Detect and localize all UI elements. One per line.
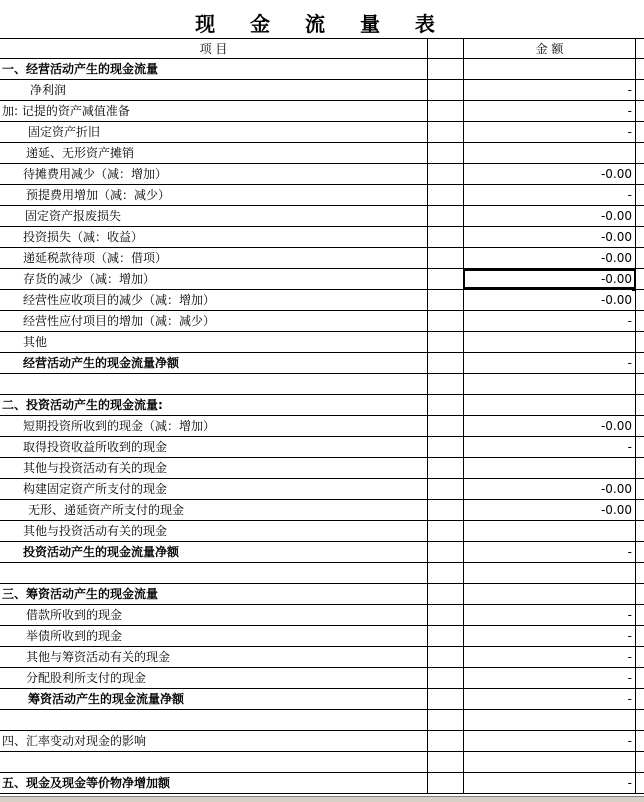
column-header-row (0, 38, 644, 59)
row-label-cell[interactable] (0, 710, 427, 730)
row-label-cell[interactable]: 三、筹资活动产生的现金流量 (2, 587, 159, 601)
row-amount-cell[interactable]: - (463, 185, 636, 205)
row-label-cell[interactable]: 取得投资收益所收到的现金 (23, 440, 168, 454)
row-spacer-cell[interactable] (427, 752, 463, 772)
row-amount-cell[interactable]: -0.00 (463, 227, 636, 247)
table-row (0, 542, 644, 563)
row-amount-cell[interactable]: - (463, 605, 636, 625)
row-spacer-cell[interactable] (427, 122, 463, 142)
table-row (0, 437, 644, 458)
table-row (0, 668, 644, 689)
table-row (0, 164, 644, 185)
row-label-cell[interactable]: 四、汇率变动对现金的影响 (2, 734, 147, 748)
row-spacer-cell[interactable] (427, 479, 463, 499)
row-amount-cell[interactable]: -0.00 (463, 500, 636, 520)
table-row (0, 689, 644, 710)
row-amount-cell[interactable]: -0.00 (463, 248, 636, 268)
table-row (0, 311, 644, 332)
row-spacer-cell[interactable] (427, 353, 463, 373)
row-amount-cell[interactable]: -0.00 (463, 290, 636, 310)
row-label-cell[interactable]: 投资损失（减：收益） (23, 230, 144, 244)
row-spacer-cell[interactable] (427, 248, 463, 268)
row-spacer-cell[interactable] (427, 731, 463, 751)
table-row (0, 185, 644, 206)
row-label-cell[interactable]: 经营性应收项目的减少（减：增加） (23, 293, 216, 307)
row-label-cell[interactable] (0, 374, 427, 394)
row-amount-cell[interactable] (463, 143, 636, 163)
sheet-tab-bar[interactable] (0, 796, 644, 802)
row-label-cell[interactable]: 加: 记提的资产减值准备 (2, 104, 130, 118)
row-spacer-cell[interactable] (427, 164, 463, 184)
row-label-cell[interactable]: 无形、递延资产所支付的现金 (28, 503, 185, 517)
row-label-cell[interactable]: 经营活动产生的现金流量净额 (23, 356, 180, 370)
selected-amount-cell[interactable]: -0.00 (463, 269, 636, 289)
row-amount-cell[interactable]: - (463, 773, 636, 793)
row-amount-cell[interactable]: - (463, 311, 636, 331)
row-spacer-cell[interactable] (427, 269, 463, 289)
table-row (0, 374, 644, 395)
row-label-cell[interactable]: 其他与筹资活动有关的现金 (26, 650, 171, 664)
row-amount-cell[interactable] (463, 395, 636, 415)
column-header-item[interactable]: 项 目 (199, 42, 228, 56)
row-amount-cell[interactable]: - (463, 731, 636, 751)
row-spacer-cell[interactable] (427, 647, 463, 667)
row-amount-cell[interactable]: - (463, 122, 636, 142)
table-row (0, 353, 644, 374)
row-amount-cell[interactable] (463, 584, 636, 604)
row-spacer-cell[interactable] (427, 605, 463, 625)
row-amount-cell[interactable] (463, 59, 636, 79)
row-amount-cell[interactable]: - (463, 626, 636, 646)
table-row (0, 332, 644, 353)
row-label-cell[interactable]: 五、现金及现金等价物净增加额 (2, 776, 171, 790)
row-spacer-cell[interactable] (427, 521, 463, 541)
table-row (0, 395, 644, 416)
row-label-cell[interactable]: 其他与投资活动有关的现金 (23, 524, 168, 538)
row-label-cell[interactable]: 举债所收到的现金 (26, 629, 123, 643)
row-amount-cell[interactable] (463, 332, 636, 352)
row-spacer-cell[interactable] (427, 395, 463, 415)
row-label-cell[interactable]: 其他与投资活动有关的现金 (23, 461, 168, 475)
row-amount-cell[interactable]: - (463, 80, 636, 100)
row-label-cell[interactable]: 递延、无形资产摊销 (26, 146, 135, 160)
row-amount-cell[interactable]: - (463, 353, 636, 373)
row-amount-cell[interactable]: -0.00 (463, 479, 636, 499)
row-label-cell[interactable]: 一、经营活动产生的现金流量 (2, 62, 159, 76)
row-amount-cell[interactable]: - (463, 542, 636, 562)
table-row (0, 626, 644, 647)
row-spacer-cell[interactable] (427, 374, 463, 394)
table-row (0, 458, 644, 479)
row-amount-cell[interactable]: -0.00 (463, 416, 636, 436)
table-row (0, 248, 644, 269)
table-row (0, 731, 644, 752)
row-spacer-cell[interactable] (427, 437, 463, 457)
row-label-cell[interactable]: 投资活动产生的现金流量净额 (23, 545, 180, 559)
row-spacer-cell[interactable] (427, 584, 463, 604)
row-label-cell[interactable]: 其他 (23, 335, 48, 349)
table-row (0, 647, 644, 668)
table-row (0, 80, 644, 101)
table-row (0, 500, 644, 521)
table-row (0, 584, 644, 605)
row-spacer-cell[interactable] (427, 668, 463, 688)
row-label-cell[interactable]: 预提费用增加（减：减少） (26, 188, 171, 202)
row-amount-cell[interactable] (463, 521, 636, 541)
row-label-cell[interactable]: 固定资产报废损失 (25, 209, 122, 223)
row-spacer-cell[interactable] (427, 626, 463, 646)
sheet-title: 现 金 流 量 表 (195, 12, 449, 36)
table-row (0, 773, 644, 794)
row-spacer-cell[interactable] (427, 563, 463, 583)
table-row (0, 563, 644, 584)
row-spacer-cell[interactable] (427, 59, 463, 79)
row-amount-cell[interactable] (463, 710, 636, 730)
row-spacer-cell[interactable] (427, 773, 463, 793)
table-row (0, 416, 644, 437)
row-amount-cell[interactable]: - (463, 668, 636, 688)
row-label-cell[interactable]: 经营性应付项目的增加（减：减少） (23, 314, 216, 328)
row-label-cell[interactable]: 分配股利所支付的现金 (26, 671, 147, 685)
table-row (0, 206, 644, 227)
table-row (0, 752, 644, 773)
table-row (0, 605, 644, 626)
row-amount-cell[interactable]: - (463, 101, 636, 121)
column-header-amount[interactable]: 金 额 (463, 39, 636, 59)
row-label-cell[interactable]: 净利润 (30, 83, 67, 97)
row-amount-cell[interactable]: -0.00 (463, 206, 636, 226)
table-row (0, 290, 644, 311)
table-row (0, 59, 644, 80)
table-row (0, 521, 644, 542)
row-label-cell[interactable]: 借款所收到的现金 (26, 608, 123, 622)
row-spacer-cell[interactable] (427, 101, 463, 121)
table-row (0, 122, 644, 143)
row-spacer-cell[interactable] (427, 185, 463, 205)
row-spacer-cell[interactable] (427, 689, 463, 709)
row-spacer-cell[interactable] (427, 500, 463, 520)
row-amount-cell[interactable]: -0.00 (463, 164, 636, 184)
row-label-cell[interactable]: 待摊费用减少（减：增加） (23, 167, 168, 181)
row-label-cell[interactable]: 筹资活动产生的现金流量净额 (28, 692, 185, 706)
row-spacer-cell[interactable] (427, 80, 463, 100)
row-label-cell[interactable]: 递延税款待项（减：借项） (23, 251, 168, 265)
row-amount-cell[interactable] (463, 563, 636, 583)
row-spacer-cell[interactable] (427, 416, 463, 436)
row-spacer-cell[interactable] (427, 227, 463, 247)
column-header-spacer[interactable] (427, 39, 463, 59)
table-row (0, 143, 644, 164)
row-label-cell[interactable] (0, 563, 427, 583)
table-row (0, 710, 644, 731)
row-label-cell[interactable]: 短期投资所收到的现金（减：增加） (23, 419, 216, 433)
row-amount-cell[interactable]: - (463, 437, 636, 457)
row-label-cell[interactable] (0, 752, 427, 772)
table-row (0, 269, 644, 290)
table-row (0, 101, 644, 122)
table-row (0, 227, 644, 248)
row-amount-cell[interactable]: - (463, 647, 636, 667)
row-label-cell[interactable]: 固定资产折旧 (28, 125, 101, 139)
row-spacer-cell[interactable] (427, 710, 463, 730)
row-amount-cell[interactable]: - (463, 689, 636, 709)
row-spacer-cell[interactable] (427, 290, 463, 310)
row-spacer-cell[interactable] (427, 458, 463, 478)
row-spacer-cell[interactable] (427, 206, 463, 226)
row-label-cell[interactable]: 存货的减少（减：增加） (23, 272, 156, 286)
row-spacer-cell[interactable] (427, 311, 463, 331)
row-amount-cell[interactable] (463, 374, 636, 394)
row-spacer-cell[interactable] (427, 143, 463, 163)
table-row (0, 479, 644, 500)
row-label-cell[interactable]: 构建固定资产所支付的现金 (23, 482, 168, 496)
row-label-cell[interactable]: 二、投资活动产生的现金流量: (2, 398, 163, 412)
row-spacer-cell[interactable] (427, 542, 463, 562)
row-amount-cell[interactable] (463, 752, 636, 772)
row-amount-cell[interactable] (463, 458, 636, 478)
row-spacer-cell[interactable] (427, 332, 463, 352)
